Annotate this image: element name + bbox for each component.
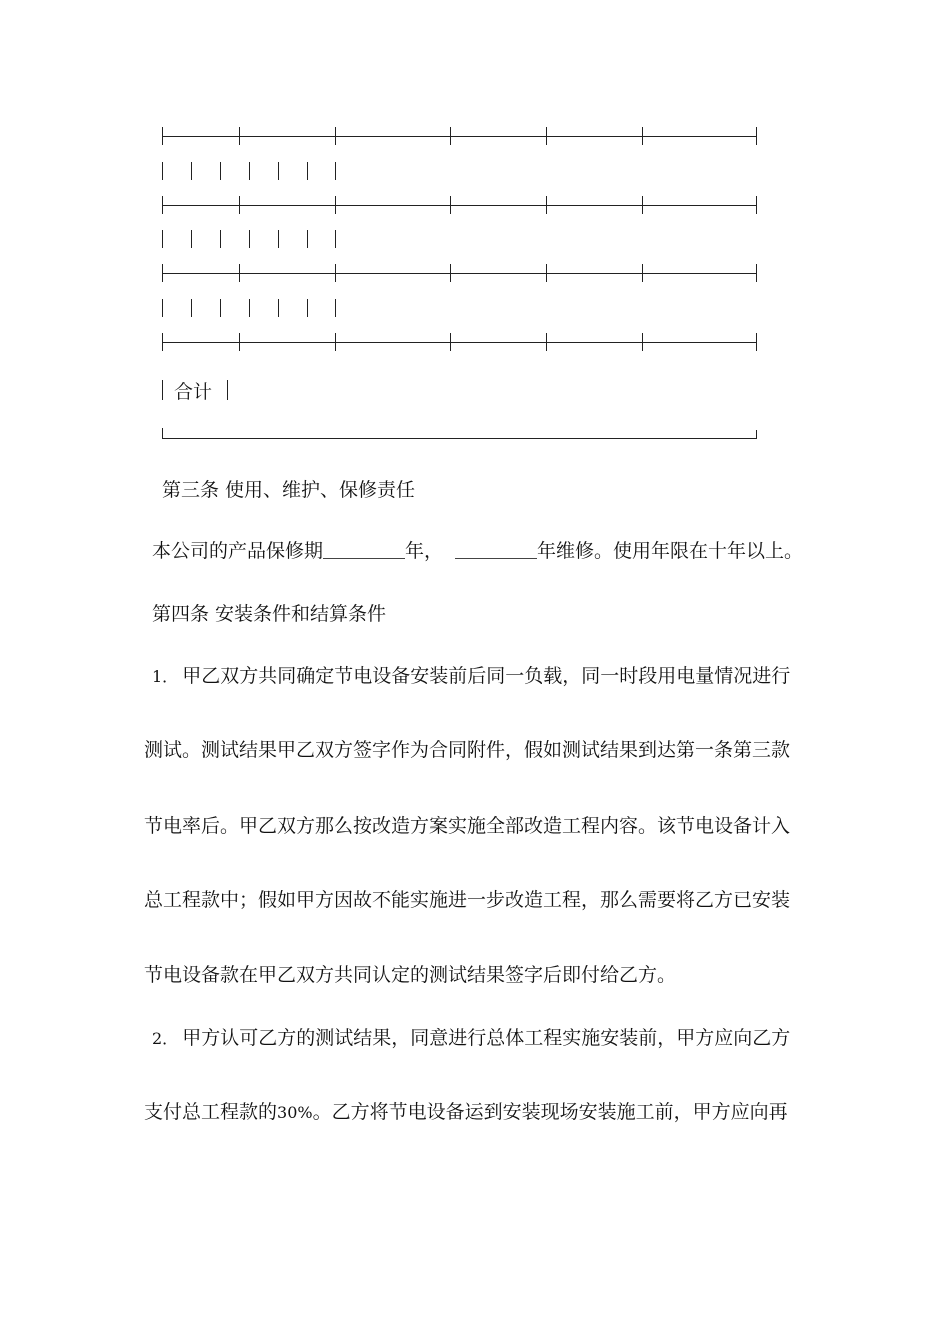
rule-tick	[546, 333, 547, 351]
table-bottom-rule	[162, 438, 757, 439]
rule-tick	[239, 196, 240, 214]
article3-heading: 第三条 使用、维护、保修责任	[162, 479, 416, 501]
item2-line2	[144, 1100, 788, 1125]
item1-line2: 测试。测试结果甲乙双方签字作为合同附件，假如测试结果到达第一条第三款	[144, 739, 791, 761]
rule-tick	[239, 333, 240, 351]
table-rule	[162, 273, 757, 274]
rule-tick	[450, 127, 451, 145]
rule-tick	[642, 196, 643, 214]
cell-separator	[278, 230, 279, 248]
bottom-left-corner	[162, 428, 163, 438]
cell-separator	[191, 299, 192, 317]
cell-separator	[335, 230, 336, 248]
rule-tick	[546, 264, 547, 282]
item1-line4: 总工程款中；假如甲方因故不能实施进一步改造工程，那么需要将乙方已安装	[144, 889, 791, 911]
item2-number: 2．	[152, 1029, 179, 1048]
item1-number: 1．	[152, 667, 179, 686]
cell-separator	[249, 299, 250, 317]
total-label: 合计	[174, 381, 213, 403]
cell-separator	[335, 299, 336, 317]
rule-tick	[642, 127, 643, 145]
cell-separator	[191, 162, 192, 180]
cell-separator	[307, 230, 308, 248]
table-rule	[162, 205, 757, 206]
item2-percent: 30%	[277, 1103, 313, 1122]
item2-text-2a: 支付总工程款的	[144, 1101, 278, 1123]
rule-tick	[162, 264, 163, 282]
total-right-border	[227, 380, 228, 400]
item1-line5: 节电设备款在甲乙双方共同认定的测试结果签字后即付给乙方。	[144, 964, 677, 986]
bottom-right-corner	[756, 430, 757, 438]
maintenance-years-blank[interactable]	[455, 540, 537, 559]
rule-tick	[239, 264, 240, 282]
item1-text-1: 甲乙双方共同确定节电设备安装前后同一负载，同一时段用电量情况进行	[182, 665, 791, 687]
table-rule	[162, 136, 757, 137]
warranty-years-blank[interactable]	[323, 540, 405, 559]
cell-separator	[162, 230, 163, 248]
cell-separator	[278, 162, 279, 180]
rule-tick	[450, 196, 451, 214]
rule-tick	[642, 333, 643, 351]
cell-separator	[220, 230, 221, 248]
cell-separator	[335, 162, 336, 180]
rule-tick	[450, 333, 451, 351]
warranty-suffix: 年维修。使用年限在十年以上。	[537, 540, 804, 562]
rule-tick	[239, 127, 240, 145]
rule-tick	[756, 196, 757, 214]
total-left-border	[162, 380, 163, 400]
rule-tick	[756, 127, 757, 145]
cell-separator	[162, 299, 163, 317]
rule-tick	[450, 264, 451, 282]
warranty-line	[152, 539, 803, 563]
rule-tick	[335, 127, 336, 145]
item2-text-2b: 。乙方将节电设备运到安装现场安装施工前，甲方应向再	[312, 1101, 788, 1123]
rule-tick	[546, 127, 547, 145]
table-rule	[162, 342, 757, 343]
cell-separator	[191, 230, 192, 248]
cell-separator	[278, 299, 279, 317]
rule-tick	[162, 127, 163, 145]
rule-tick	[546, 196, 547, 214]
cell-separator	[307, 162, 308, 180]
cell-separator	[249, 162, 250, 180]
rule-tick	[162, 333, 163, 351]
rule-tick	[335, 333, 336, 351]
warranty-prefix: 本公司的产品保修期	[152, 540, 324, 562]
rule-tick	[162, 196, 163, 214]
rule-tick	[335, 196, 336, 214]
cell-separator	[162, 162, 163, 180]
cell-separator	[220, 162, 221, 180]
item1-line1	[152, 664, 790, 689]
cell-separator	[307, 299, 308, 317]
rule-tick	[756, 264, 757, 282]
item2-text-1: 甲方认可乙方的测试结果，同意进行总体工程实施安装前，甲方应向乙方	[182, 1027, 791, 1049]
item1-line3: 节电率后。甲乙双方那么按改造方案实施全部改造工程内容。该节电设备计入	[144, 815, 791, 837]
rule-tick	[756, 333, 757, 351]
warranty-mid: 年，	[405, 540, 444, 562]
rule-tick	[335, 264, 336, 282]
article4-heading: 第四条 安装条件和结算条件	[152, 603, 387, 625]
cell-separator	[249, 230, 250, 248]
item2-line1	[152, 1026, 790, 1051]
rule-tick	[642, 264, 643, 282]
cell-separator	[220, 299, 221, 317]
